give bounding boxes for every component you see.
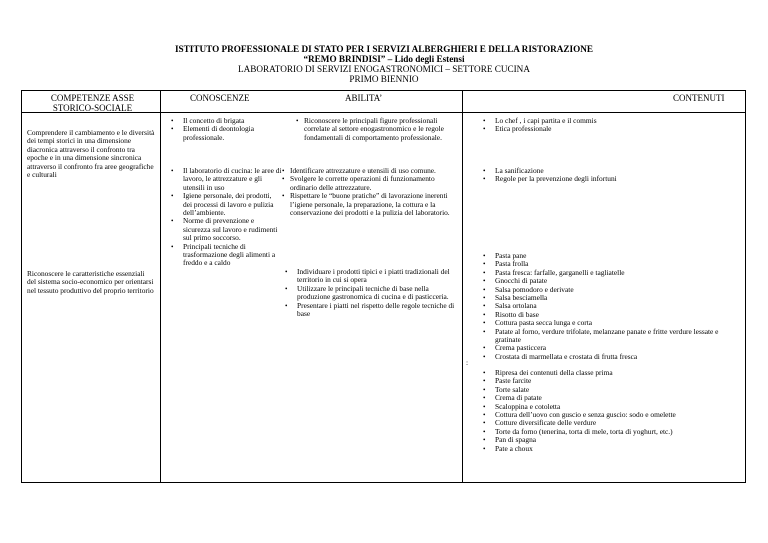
list-item: • Patate al forno, verdure trifolate, melanzane panate e fritte verdure lessate e gratinate bbox=[482, 328, 737, 345]
heading-conoscenze: CONOSCENZE bbox=[190, 93, 250, 103]
list-item: • Il laboratorio di cucina: le aree di lavoro, le attrezzature e gli utensili in uso bbox=[170, 167, 282, 192]
list-item: • La sanificazione bbox=[482, 167, 737, 175]
school-name: “REMO BRINDISI” – Lido degli Estensi bbox=[303, 54, 465, 64]
list-item: • Paste farcite bbox=[482, 377, 737, 385]
list-item: • Cottura pasta secca lunga e corta bbox=[482, 319, 737, 327]
table-border-bottom bbox=[21, 482, 746, 483]
list-item: • Cottura dell’uovo con guscio e senza guscio: sodo e omelette bbox=[482, 411, 737, 419]
abilita-list-3 bbox=[284, 268, 456, 318]
list-item: • Elementi di deontologia professionale. bbox=[170, 125, 270, 142]
list-item: • Salsa besciamella bbox=[482, 294, 737, 302]
competenza-item: Comprendere il cambiamento e le diversità dei tempi storici in una dimensione diacronica attraverso il confronto tra epoche e in una dimensione sincronica attraverso il confronto fra aree geografiche e culturali bbox=[27, 128, 155, 180]
contenuti-separator: : bbox=[466, 358, 469, 367]
list-item: • Torte da forno (tenerina, torta di mele, torta di yoghurt, etc.) bbox=[482, 428, 737, 436]
list-item: • Svolgere le corrette operazioni di funzionamento ordinario delle attrezzature. bbox=[282, 175, 454, 192]
abilita-list-1 bbox=[296, 117, 454, 142]
list-item: • Igiene personale, dei prodotti, dei processi di lavoro e pulizia dell’ambiente. bbox=[170, 192, 282, 217]
contenuti-list-4 bbox=[482, 369, 737, 453]
list-item: • Riconoscere le principali figure professionali correlate al settore enogastronomico e le regole fondamentali di comportamento professionale. bbox=[296, 117, 454, 142]
list-item: • Rispettare le “buone pratiche” di lavorazione inerenti l’igiene personale, la preparazione, la cottura e la conservazione dei prodotti e la pulizia del laboratorio. bbox=[282, 192, 454, 217]
list-item: • Pasta frolla bbox=[482, 260, 737, 268]
list-item: • Pan di spagna bbox=[482, 436, 737, 444]
table-border-left bbox=[21, 90, 22, 482]
list-item: • Etica professionale bbox=[482, 125, 737, 133]
conoscenze-list-1 bbox=[170, 117, 270, 142]
list-item: • Individuare i prodotti tipici e i piatti tradizionali del territorio in cui si opera bbox=[284, 268, 456, 285]
lab-title: LABORATORIO DI SERVIZI ENOGASTRONOMICI – SETTORE CUCINA bbox=[238, 64, 530, 74]
list-item: • Presentare i piatti nel rispetto delle regole tecniche di base bbox=[284, 302, 456, 319]
contenuti-list-2 bbox=[482, 167, 737, 184]
list-item: • Pasta pane bbox=[482, 252, 737, 260]
contenuti-list-1 bbox=[482, 117, 737, 134]
list-item: • Crema di patate bbox=[482, 394, 737, 402]
contenuti-list-3 bbox=[482, 252, 737, 361]
list-item: • Pasta fresca: farfalle, garganelli e tagliatelle bbox=[482, 269, 737, 277]
table-border-top bbox=[21, 90, 746, 91]
list-item: • Lo chef , i capi partita e il commis bbox=[482, 117, 737, 125]
course-level: PRIMO BIENNIO bbox=[349, 74, 419, 84]
heading-contenuti: CONTENUTI bbox=[673, 93, 725, 103]
column-divider-2 bbox=[462, 90, 463, 482]
list-item: • Risotto di base bbox=[482, 311, 737, 319]
abilita-list-2 bbox=[282, 167, 454, 217]
list-item: • Torte salate bbox=[482, 386, 737, 394]
list-item: • Utilizzare le principali tecniche di base nella produzione gastronomica di cucina e di pasticceria. bbox=[284, 285, 456, 302]
list-item: • Principali tecniche di trasformazione degli alimenti a freddo e a caldo bbox=[170, 243, 282, 268]
institute-name: ISTITUTO PROFESSIONALE DI STATO PER I SERVIZI ALBERGHIERI E DELLA RISTORAZIONE bbox=[174, 44, 593, 54]
list-item: • Identificare attrezzature e utensili di uso comune. bbox=[282, 167, 454, 175]
competenza-item: Riconoscere le caratteristiche essenziali del sistema socio-economico per orientarsi nel tessuto produttivo del proprio territorio bbox=[27, 269, 154, 295]
heading-competenze: COMPETENZE ASSE STORICO-SOCIALE bbox=[50, 93, 135, 113]
heading-abilita: ABILITA’ bbox=[345, 93, 383, 103]
list-item: • Norme di prevenzione e sicurezza sul lavoro e rudimenti sul primo soccorso. bbox=[170, 217, 282, 242]
column-divider-1 bbox=[160, 90, 161, 482]
conoscenze-list-2 bbox=[170, 167, 282, 268]
list-item: • Crostata di marmellata e crostata di frutta fresca bbox=[482, 353, 737, 361]
document-header bbox=[0, 44, 768, 84]
list-item: • Cotture diversificate delle verdure bbox=[482, 419, 737, 427]
list-item: • Salsa pomodoro e derivate bbox=[482, 286, 737, 294]
list-item: • Ripresa dei contenuti della classe prima bbox=[482, 369, 737, 377]
list-item: • Il concetto di brigata bbox=[170, 117, 270, 125]
list-item: • Scaloppina e cotoletta bbox=[482, 403, 737, 411]
table-border-right bbox=[745, 90, 746, 482]
list-item: • Crema pasticcera bbox=[482, 344, 737, 352]
list-item: • Pate a choux bbox=[482, 445, 737, 453]
list-item: • Salsa ortolana bbox=[482, 302, 737, 310]
list-item: • Regole per la prevenzione degli infortuni bbox=[482, 175, 737, 183]
list-item: • Gnocchi di patate bbox=[482, 277, 737, 285]
